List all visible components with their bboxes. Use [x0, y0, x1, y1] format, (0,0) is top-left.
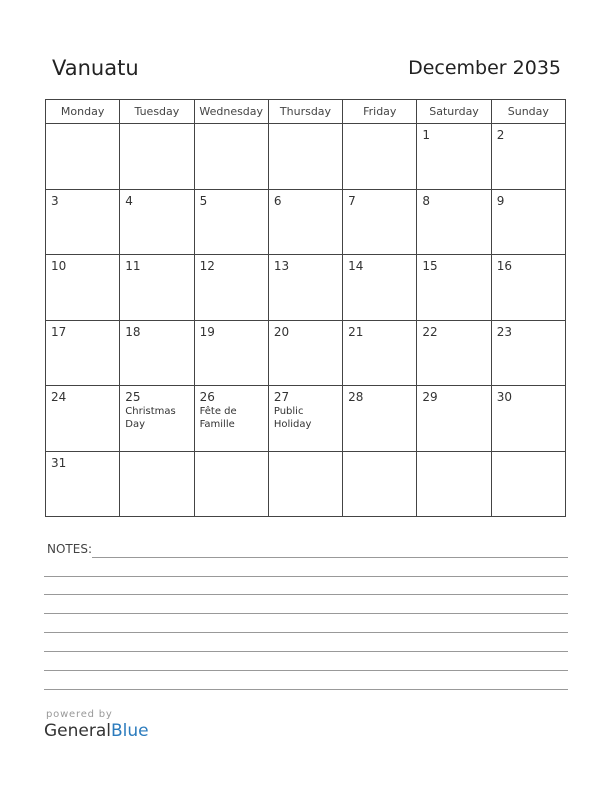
- day-cell: [268, 255, 342, 321]
- note-line: [44, 651, 568, 652]
- day-number: 26: [199, 390, 215, 404]
- day-cell: [491, 124, 565, 190]
- day-number: 21: [348, 324, 364, 339]
- day-number: [46, 124, 119, 128]
- weekday-header: Wednesday: [194, 100, 268, 124]
- week-row: [46, 451, 566, 517]
- brand-logo[interactable]: [44, 721, 149, 741]
- day-number: 17: [51, 324, 67, 339]
- day-number: 28: [348, 390, 364, 404]
- day-number: 8: [422, 193, 431, 208]
- day-number: 2: [496, 128, 505, 142]
- day-cell: [268, 386, 342, 452]
- day-number: 15: [422, 259, 438, 273]
- holiday-label: Fête de Famille: [199, 406, 237, 430]
- day-cell: [417, 386, 491, 452]
- day-number: [343, 452, 416, 456]
- weekday-header-row: [46, 100, 566, 124]
- powered-by-text: powered by: [46, 709, 113, 720]
- day-number: 16: [496, 259, 512, 273]
- weekday-header: Saturday: [417, 100, 491, 124]
- day-cell: [491, 320, 565, 386]
- day-number: 12: [199, 259, 215, 273]
- day-number: [343, 124, 416, 128]
- day-number: [269, 452, 342, 456]
- calendar-grid: [45, 99, 566, 517]
- day-cell: [343, 386, 417, 452]
- day-number: 7: [348, 193, 356, 208]
- note-line: [44, 689, 568, 690]
- note-line: [44, 576, 568, 577]
- day-number: 27: [273, 390, 290, 404]
- note-line: [44, 613, 568, 614]
- day-number: [195, 452, 268, 456]
- day-number: 18: [125, 324, 141, 339]
- week-row: [46, 189, 566, 255]
- day-number: 5: [199, 193, 208, 208]
- week-row: [46, 255, 566, 321]
- day-number: 24: [51, 390, 67, 404]
- day-number: 3: [51, 193, 59, 208]
- day-cell: [46, 124, 120, 190]
- weekday-header: Monday: [46, 100, 120, 124]
- day-number: [195, 124, 268, 128]
- day-cell: [120, 124, 194, 190]
- day-cell: [343, 124, 417, 190]
- day-number: 10: [51, 259, 67, 273]
- day-number: 6: [273, 193, 282, 208]
- day-cell: [268, 320, 342, 386]
- day-number: [120, 452, 193, 456]
- day-cell: [120, 386, 194, 452]
- day-number: 11: [125, 259, 141, 273]
- day-number: 23: [496, 324, 512, 339]
- day-cell: [194, 255, 268, 321]
- day-number: 31: [51, 455, 67, 470]
- day-cell: [120, 189, 194, 255]
- weekday-header: Friday: [343, 100, 417, 124]
- week-row: [46, 320, 566, 386]
- day-cell: [343, 189, 417, 255]
- day-number: 20: [273, 324, 290, 339]
- day-cell: [417, 189, 491, 255]
- month-year-title: December 2035: [408, 57, 561, 79]
- day-number: 1: [422, 128, 431, 142]
- day-cell: [491, 451, 565, 517]
- notes-label: NOTES:: [47, 542, 92, 556]
- day-cell: [194, 124, 268, 190]
- holiday-label: Christmas Day: [125, 406, 176, 430]
- day-cell: [417, 320, 491, 386]
- day-number: [417, 452, 490, 456]
- day-cell: [268, 451, 342, 517]
- day-cell: [46, 255, 120, 321]
- day-number: 25: [125, 390, 141, 404]
- day-cell: [491, 189, 565, 255]
- day-cell: [194, 189, 268, 255]
- brand-general-text: General: [44, 721, 111, 741]
- day-cell: [491, 386, 565, 452]
- note-line: [92, 557, 568, 558]
- day-cell: [417, 124, 491, 190]
- day-cell: [46, 451, 120, 517]
- day-cell: [343, 320, 417, 386]
- day-cell: [120, 451, 194, 517]
- day-number: 9: [496, 193, 505, 208]
- day-number: [492, 452, 565, 456]
- day-cell: [194, 386, 268, 452]
- brand-blue-text: Blue: [111, 721, 149, 741]
- day-cell: [343, 255, 417, 321]
- weekday-header: Thursday: [268, 100, 342, 124]
- day-number: 22: [422, 324, 438, 339]
- day-number: [269, 124, 342, 128]
- day-cell: [194, 451, 268, 517]
- day-cell: [46, 386, 120, 452]
- day-number: 30: [496, 390, 512, 404]
- day-number: 13: [273, 259, 290, 273]
- note-line: [44, 594, 568, 595]
- day-cell: [194, 320, 268, 386]
- day-cell: [417, 451, 491, 517]
- weekday-header: Tuesday: [120, 100, 194, 124]
- day-cell: [343, 451, 417, 517]
- day-number: 29: [422, 390, 438, 404]
- day-cell: [46, 320, 120, 386]
- day-cell: [120, 320, 194, 386]
- day-number: [120, 124, 193, 128]
- week-row: [46, 124, 566, 190]
- holiday-label: Public Holiday: [273, 406, 312, 430]
- week-row: [46, 386, 566, 452]
- day-number: 14: [348, 259, 364, 273]
- day-cell: [268, 189, 342, 255]
- country-title: Vanuatu: [52, 56, 139, 80]
- day-number: 19: [199, 324, 215, 339]
- day-cell: [120, 255, 194, 321]
- day-cell: [417, 255, 491, 321]
- note-line: [44, 670, 568, 671]
- day-cell: [491, 255, 565, 321]
- note-line: [44, 632, 568, 633]
- day-number: 4: [125, 193, 133, 208]
- weekday-header: Sunday: [491, 100, 565, 124]
- day-cell: [268, 124, 342, 190]
- day-cell: [46, 189, 120, 255]
